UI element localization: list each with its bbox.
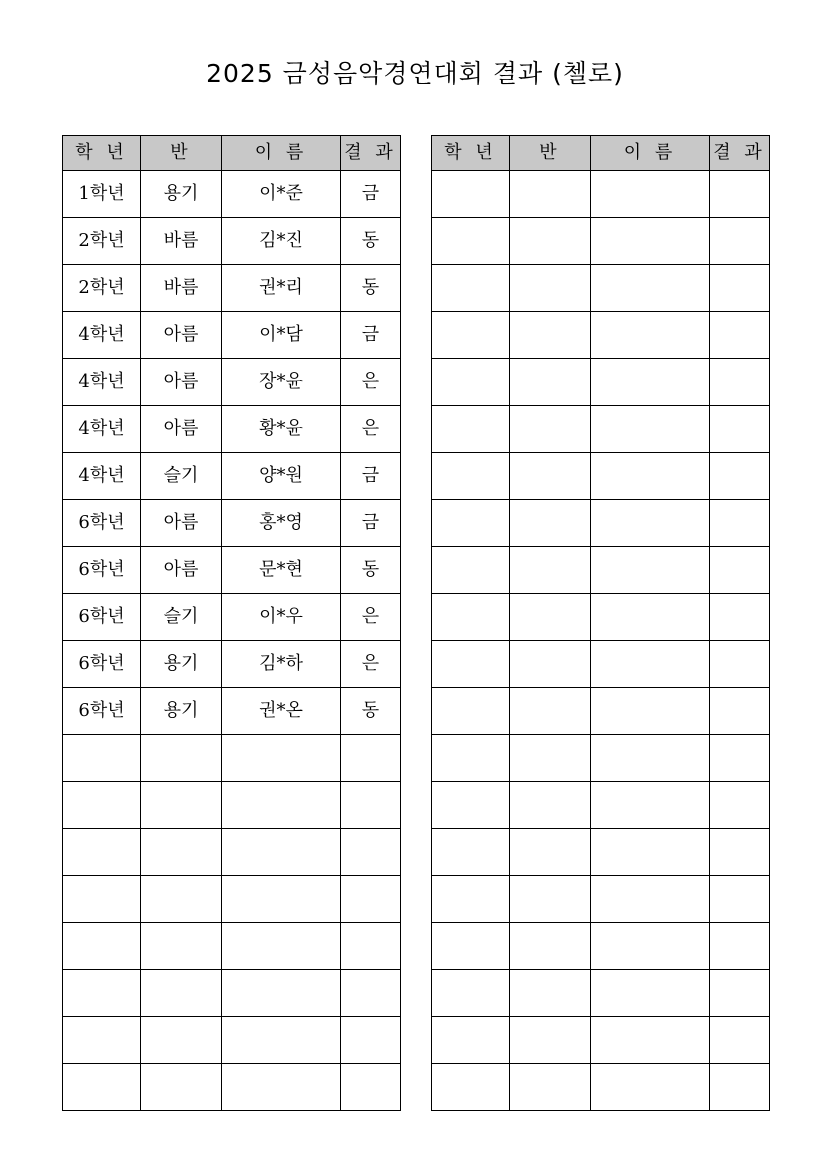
table-row [432,218,770,265]
cell-class [510,171,591,218]
cell-result [341,829,401,876]
cell-result [710,782,770,829]
table-row [432,594,770,641]
header-name: 이 름 [222,136,341,171]
cell-result [710,547,770,594]
cell-class [141,923,222,970]
table-row [63,876,401,923]
cell-grade [432,970,510,1017]
cell-result: 금 [341,312,401,359]
cell-class [141,1064,222,1111]
cell-class [510,923,591,970]
cell-grade: 2학년 [63,218,141,265]
cell-result [341,1017,401,1064]
cell-grade [432,500,510,547]
cell-grade [63,782,141,829]
cell-result [710,829,770,876]
cell-class: 용기 [141,688,222,735]
table-row [63,782,401,829]
table-header-row [432,136,770,171]
cell-name: 권*리 [222,265,341,312]
cell-name [222,735,341,782]
cell-name [591,970,710,1017]
header-class: 반 [141,136,222,171]
cell-result: 금 [341,500,401,547]
cell-result [710,1064,770,1111]
cell-grade [432,782,510,829]
cell-grade: 6학년 [63,500,141,547]
cell-name [222,829,341,876]
cell-result [710,594,770,641]
table-row [432,547,770,594]
cell-grade [63,1064,141,1111]
header-name: 이 름 [591,136,710,171]
header-result: 결 과 [710,136,770,171]
cell-class: 용기 [141,171,222,218]
table-row [63,453,401,500]
cell-grade [432,453,510,500]
cell-grade [63,970,141,1017]
table-row [63,359,401,406]
cell-grade [432,547,510,594]
cell-result [341,782,401,829]
cell-name: 김*진 [222,218,341,265]
cell-result [341,970,401,1017]
table-row [432,171,770,218]
cell-class: 용기 [141,641,222,688]
cell-grade [432,735,510,782]
cell-grade [432,594,510,641]
cell-grade: 4학년 [63,359,141,406]
cell-class [510,359,591,406]
cell-class [141,1017,222,1064]
cell-name [222,876,341,923]
cell-name: 홍*영 [222,500,341,547]
table-row [432,359,770,406]
table-row [63,688,401,735]
cell-class [510,500,591,547]
table-row [432,1017,770,1064]
cell-result [710,171,770,218]
cell-name [222,1064,341,1111]
cell-name [591,453,710,500]
cell-grade [432,1017,510,1064]
cell-result [710,688,770,735]
table-row [432,735,770,782]
table-row [63,406,401,453]
cell-result [710,453,770,500]
cell-grade: 4학년 [63,312,141,359]
cell-grade: 6학년 [63,547,141,594]
cell-grade [432,312,510,359]
cell-class [510,1064,591,1111]
cell-name [591,406,710,453]
cell-class [510,547,591,594]
cell-result [710,359,770,406]
results-table-right [431,135,770,1111]
table-row [63,923,401,970]
table-row [432,970,770,1017]
cell-grade: 1학년 [63,171,141,218]
cell-class: 슬기 [141,453,222,500]
cell-result [341,735,401,782]
cell-class [510,312,591,359]
table-row [432,641,770,688]
cell-result [710,218,770,265]
table-row [432,500,770,547]
cell-grade [432,218,510,265]
header-grade: 학 년 [432,136,510,171]
cell-class [510,1017,591,1064]
table-row [63,829,401,876]
cell-result: 은 [341,359,401,406]
cell-name [591,876,710,923]
cell-class [141,876,222,923]
cell-class [510,218,591,265]
cell-result [710,312,770,359]
cell-grade [432,876,510,923]
table-row [432,453,770,500]
cell-name: 황*윤 [222,406,341,453]
cell-class: 슬기 [141,594,222,641]
cell-name [591,641,710,688]
table-row [432,829,770,876]
cell-name [591,735,710,782]
cell-class: 아름 [141,500,222,547]
table-row [432,312,770,359]
cell-result: 은 [341,406,401,453]
cell-class [141,782,222,829]
cell-grade [432,688,510,735]
cell-result: 은 [341,641,401,688]
cell-grade: 4학년 [63,453,141,500]
cell-name [591,688,710,735]
table-row [63,547,401,594]
cell-grade [432,829,510,876]
table-row [63,1017,401,1064]
table-row [63,500,401,547]
cell-result [710,735,770,782]
cell-result [710,876,770,923]
table-row [63,218,401,265]
table-row [63,171,401,218]
cell-name [591,171,710,218]
cell-class: 바름 [141,265,222,312]
cell-name: 양*원 [222,453,341,500]
cell-grade [63,876,141,923]
cell-result: 동 [341,218,401,265]
table-row [432,265,770,312]
cell-name [591,1017,710,1064]
cell-result [341,1064,401,1111]
cell-name [591,218,710,265]
header-result: 결 과 [341,136,401,171]
cell-result [341,876,401,923]
table-row [63,735,401,782]
cell-name [591,923,710,970]
page-title: 2025 금성음악경연대회 결과 (첼로) [206,59,624,88]
cell-result [710,1017,770,1064]
cell-result: 동 [341,547,401,594]
cell-result [341,923,401,970]
cell-name [591,547,710,594]
cell-result [710,641,770,688]
results-table-left [62,135,401,1111]
table-header-row [63,136,401,171]
cell-name: 이*우 [222,594,341,641]
table-row [63,265,401,312]
cell-class: 아름 [141,547,222,594]
cell-class: 아름 [141,406,222,453]
cell-name [591,359,710,406]
cell-result [710,970,770,1017]
cell-name [591,829,710,876]
cell-name [591,782,710,829]
header-class: 반 [510,136,591,171]
cell-grade [432,923,510,970]
table-row [63,312,401,359]
cell-grade [432,406,510,453]
table-row [432,688,770,735]
cell-grade [432,171,510,218]
cell-class [141,970,222,1017]
cell-class: 아름 [141,312,222,359]
cell-result: 동 [341,688,401,735]
cell-name: 장*윤 [222,359,341,406]
cell-result: 동 [341,265,401,312]
cell-name [591,312,710,359]
cell-result: 은 [341,594,401,641]
cell-class [510,594,591,641]
cell-grade: 2학년 [63,265,141,312]
cell-class: 아름 [141,359,222,406]
cell-grade: 6학년 [63,688,141,735]
cell-result: 금 [341,171,401,218]
cell-name [222,970,341,1017]
cell-class [510,735,591,782]
cell-name: 이*준 [222,171,341,218]
cell-name [222,782,341,829]
cell-grade [63,923,141,970]
cell-name: 이*담 [222,312,341,359]
cell-class [510,406,591,453]
cell-name [591,265,710,312]
table-row [432,876,770,923]
cell-class [141,829,222,876]
cell-name: 문*현 [222,547,341,594]
cell-grade [432,1064,510,1111]
table-body-left [63,171,401,1111]
cell-class: 바름 [141,218,222,265]
cell-grade [432,265,510,312]
cell-result [710,406,770,453]
table-body-right [432,171,770,1111]
table-row [432,782,770,829]
cell-grade [63,829,141,876]
cell-name: 권*온 [222,688,341,735]
cell-result [710,923,770,970]
cell-grade: 6학년 [63,641,141,688]
cell-name [591,500,710,547]
cell-grade [63,735,141,782]
cell-name [222,1017,341,1064]
cell-class [510,688,591,735]
cell-class [141,735,222,782]
cell-grade: 6학년 [63,594,141,641]
cell-grade: 4학년 [63,406,141,453]
cell-name: 김*하 [222,641,341,688]
cell-result [710,500,770,547]
cell-name [222,923,341,970]
cell-class [510,970,591,1017]
cell-class [510,453,591,500]
table-row [63,1064,401,1111]
table-row [432,1064,770,1111]
table-row [432,923,770,970]
cell-class [510,265,591,312]
cell-grade [432,359,510,406]
cell-name [591,594,710,641]
cell-result [710,265,770,312]
cell-grade [432,641,510,688]
table-row [432,406,770,453]
cell-class [510,782,591,829]
cell-grade [63,1017,141,1064]
cell-class [510,829,591,876]
cell-name [591,1064,710,1111]
header-grade: 학 년 [63,136,141,171]
cell-result: 금 [341,453,401,500]
table-row [63,641,401,688]
cell-class [510,876,591,923]
table-row [63,594,401,641]
cell-class [510,641,591,688]
table-row [63,970,401,1017]
